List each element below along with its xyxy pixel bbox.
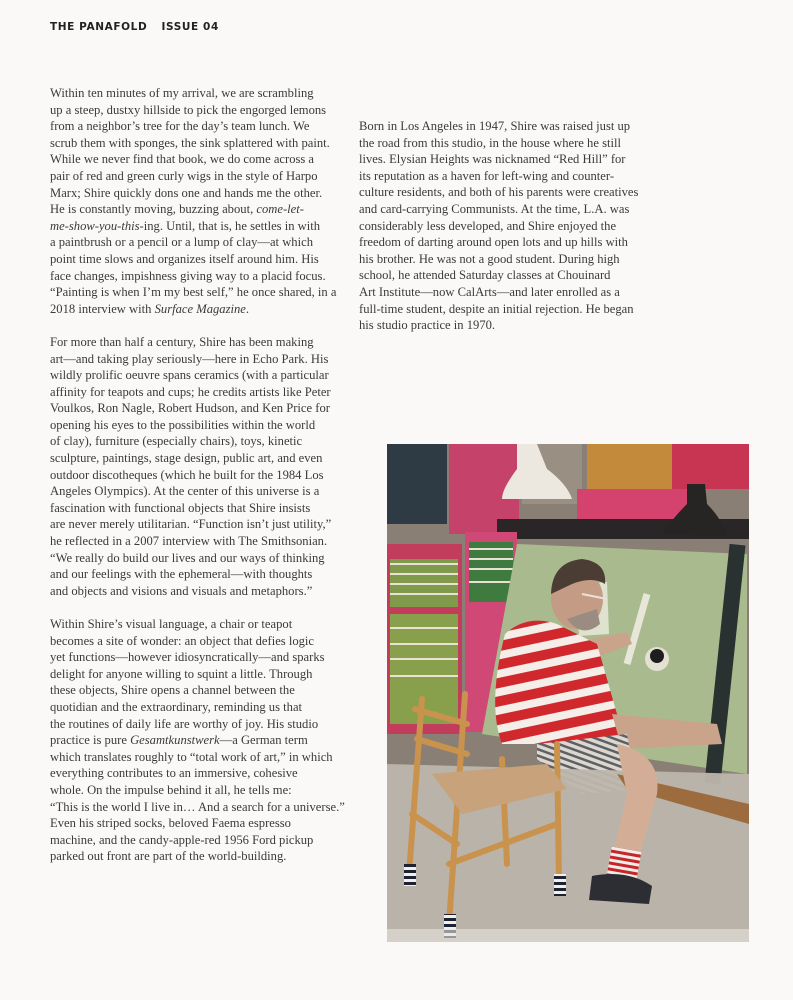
article-paragraph [50, 616, 345, 865]
text-line: For more than half a century, Shire has been making [50, 334, 314, 349]
text-line: culture residents, and both of his parents were creatives [359, 185, 639, 200]
text-run: 2018 interview with [50, 301, 155, 316]
text-line: full-time student, despite an initial rejection. He began [359, 301, 634, 316]
text-run: -ing. Until, that is, he settles in with [139, 218, 321, 233]
article-paragraph [50, 334, 332, 600]
text-line: fascination with functional objects that Shire insists [50, 500, 311, 515]
magazine-title: Surface Magazine [154, 301, 246, 316]
text-line: its reputation as a haven for left-wing and counter- [359, 168, 615, 183]
text-line: the routines of daily life are worthy of joy. His studio [50, 716, 319, 731]
text-line: his brother. He was not a good student. During high [359, 251, 620, 266]
article-paragraph [50, 85, 337, 317]
text-line: wildly prolific oeuvre spans ceramics (with a particular [50, 368, 329, 383]
text-line: lives. Elysian Heights was nicknamed “Red Hill” for [359, 152, 626, 167]
studio-photo [387, 444, 749, 942]
text-line: and objects and visions and visuals and metaphors.” [50, 583, 313, 598]
text-line: opening his eyes to the possibilities within the world [50, 417, 316, 432]
text-line [50, 732, 325, 749]
text-line: and card-carrying Communists. At the time, L.A. was [359, 201, 630, 216]
text-line: Born in Los Angeles in 1947, Shire was raised just up [359, 119, 631, 133]
italic-phrase: me-show-you-this [50, 218, 140, 233]
text-line: art—and taking play seriously—here in Echo Park. His [50, 351, 329, 366]
text-line: outdoor discotheques (which he built for the 1984 Los [50, 467, 324, 482]
text-line: the road from this studio, in the house where he still [359, 135, 621, 150]
text-line: point time slows and organizes itself around him. His [50, 251, 319, 266]
text-line: “This is the world I live in… And a search for a universe.” [50, 799, 345, 814]
article-right-column [359, 118, 639, 350]
issue-number: ISSUE 04 [161, 21, 219, 33]
text-line: of clay), furniture (especially chairs), toys, kinetic [50, 434, 303, 449]
text-line: from a neighbor’s tree for the day’s team lunch. We [50, 119, 310, 134]
text-line: Angeles Olympics). At the center of this universe is a [50, 484, 320, 499]
text-line: up a steep, dustxy hillside to pick the engorged lemons [50, 102, 327, 117]
text-line: “Painting is when I’m my best self,” he once shared, in a [50, 285, 337, 300]
publication-name: THE PANAFOLD [50, 21, 148, 33]
text-line: these objects, Shire opens a channel between the [50, 683, 295, 698]
text-line: Within Shire’s visual language, a chair or teapot [50, 617, 293, 631]
text-line [50, 218, 325, 235]
text-line: sculpture, paintings, stage design, public art, and even [50, 451, 323, 466]
text-line: are never merely utilitarian. “Function isn’t just utility,” [50, 517, 332, 532]
text-line: quotidian and the extraordinary, reminding us that [50, 699, 303, 714]
text-line: Within ten minutes of my arrival, we are scrambling [50, 86, 314, 100]
text-line: Marx; Shire quickly dons one and hands me the other. [50, 185, 323, 200]
text-line: Art Institute—now CalArts—and later enrolled as a [359, 284, 620, 299]
article-paragraph [359, 118, 639, 334]
text-line: which translates roughly to “total work of art,” in which [50, 749, 333, 764]
text-line: affinity for teapots and cups; he credits artists like Peter [50, 384, 331, 399]
text-line [50, 301, 325, 318]
text-line: whole. On the impulse behind it all, he tells me: [50, 782, 292, 797]
text-line: becomes a site of wonder: an object that defies logic [50, 633, 315, 648]
text-line [50, 201, 325, 218]
text-line: delight for anyone willing to squint a little. Through [50, 666, 313, 681]
text-run: practice is pure [50, 733, 131, 748]
text-line: Voulkos, Ron Nagle, Robert Hudson, and Ken Price for [50, 401, 330, 416]
text-line: a paintbrush or a pencil or a lump of clay—at which [50, 235, 313, 250]
italic-phrase: come-let- [256, 202, 304, 217]
text-line: freedom of darting around open lots and up hills with [359, 235, 628, 250]
text-line: parked out front are part of the world-building. [50, 849, 287, 864]
text-run: He is constantly moving, buzzing about, [50, 202, 257, 217]
running-head [50, 21, 219, 33]
text-line: and our feelings with the ephemeral—with thoughts [50, 567, 313, 582]
text-line: machine, and the candy-apple-red 1956 Ford pickup [50, 832, 314, 847]
text-line: pair of red and green curly wigs in the style of Harpo [50, 168, 318, 183]
text-line: Even his striped socks, beloved Faema espresso [50, 816, 291, 831]
studio-photo-illustration [387, 444, 749, 942]
text-line: scrub them with sponges, the sink splattered with paint. [50, 135, 330, 150]
text-line: yet functions—however idiosyncratically—and sparks [50, 650, 325, 665]
text-line: his studio practice in 1970. [359, 318, 496, 333]
text-line: While we never find that book, we do come across a [50, 152, 315, 167]
text-line: he reflected in a 2007 interview with The Smithsonian. [50, 534, 328, 549]
text-line: “We really do build our lives and our ways of thinking [50, 550, 325, 565]
text-line: school, he attended Saturday classes at Chouinard [359, 268, 611, 283]
text-line: everything contributes to an immersive, cohesive [50, 766, 298, 781]
text-line: considerably less developed, and Shire enjoyed the [359, 218, 617, 233]
italic-term: Gesamtkunstwerk [130, 733, 220, 748]
text-line: face changes, impishness giving way to a placid focus. [50, 268, 326, 283]
text-run: —a German term [219, 733, 308, 748]
text-run: . [245, 301, 250, 316]
article-left-column [50, 85, 345, 882]
